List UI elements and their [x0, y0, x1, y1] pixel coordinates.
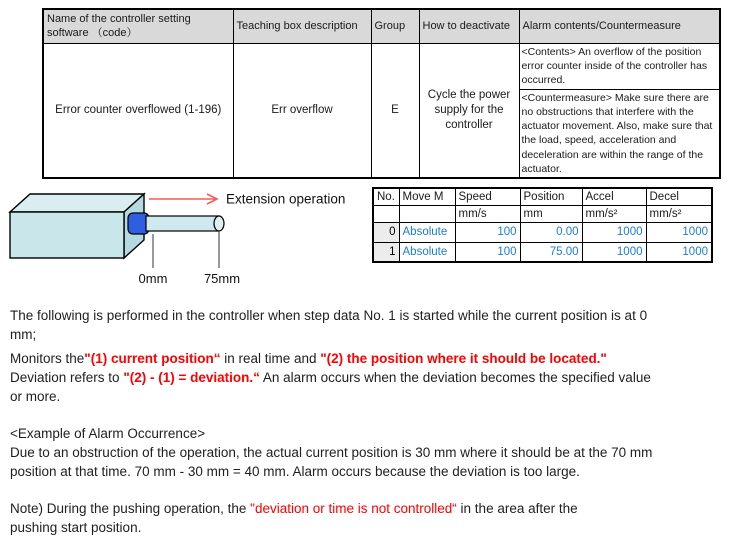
- actuator-rod-end: [214, 216, 224, 231]
- alarm-table-row: [43, 43, 720, 89]
- highlight-target-position: "(2) the position where it should be located.": [320, 351, 607, 366]
- cell-alarm-contents: <Contents> An overflow of the position error counter inside of the controller has occurred.: [519, 43, 720, 89]
- label-75mm: 75mm: [203, 271, 241, 286]
- unit-position: mm: [520, 205, 582, 222]
- highlight-not-controlled: "deviation or time is not controlled“: [250, 501, 457, 516]
- monitor-pre: Monitors the: [10, 351, 85, 366]
- step1-move: Absolute: [399, 242, 455, 262]
- monitor-line-3: or more.: [10, 389, 61, 404]
- actuator-rod: [146, 216, 219, 231]
- example-heading: <Example of Alarm Occurrence>: [10, 426, 206, 441]
- step0-decel: 1000: [646, 222, 712, 242]
- step1-position: 75.00: [520, 242, 582, 262]
- cell-countermeasure: <Countermeasure> Make sure there are no obstructions that interfere with the actuator movement. Also, make sure that the load, speed, acceleration and deceleration are within the range of the actuator.: [519, 89, 720, 178]
- actuator-body-front: [10, 212, 124, 258]
- unit-decel: mm/s²: [646, 205, 712, 222]
- col-header-deactivate: How to deactivate: [419, 9, 519, 43]
- intro-line-1: The following is performed in the controller when step data No. 1 is started while the current position is at 0: [10, 308, 648, 323]
- unit-no: [373, 205, 399, 222]
- step-table-row-0: [373, 222, 712, 242]
- step0-speed: 100: [455, 222, 520, 242]
- example-line-2: Due to an obstruction of the operation, the actual current position is 30 mm where it should be at the 70 mm: [10, 445, 653, 460]
- note-pre: Note) During the pushing operation, the: [10, 501, 251, 516]
- step0-move: Absolute: [399, 222, 455, 242]
- step-col-no: No.: [373, 188, 399, 205]
- deviation-post: An alarm occurs when the deviation becomes the specified value: [259, 370, 651, 385]
- step-table-units-row: [373, 205, 712, 222]
- actuator-body-top: [10, 194, 144, 212]
- step-col-decel: Decel: [646, 188, 712, 205]
- step-table-row-1: [373, 242, 712, 262]
- extension-operation-label: Extension operation: [226, 191, 346, 207]
- step0-no: 0: [373, 222, 399, 242]
- paragraph-note: [10, 499, 726, 537]
- cell-alarm-name: Error counter overflowed (1-196): [43, 43, 233, 178]
- unit-speed: mm/s: [455, 205, 520, 222]
- col-header-software-name: Name of the controller setting software （code）: [43, 9, 233, 43]
- intro-line-2: mm;: [10, 327, 37, 342]
- extension-arrow-icon: [149, 194, 217, 204]
- highlight-current-position: "(1) current position“: [84, 351, 221, 366]
- step1-decel: 1000: [646, 242, 712, 262]
- monitor-line-1: [10, 349, 726, 368]
- step1-accel: 1000: [582, 242, 646, 262]
- step0-position: 0.00: [520, 222, 582, 242]
- deviation-pre: Deviation refers to: [10, 370, 124, 385]
- unit-accel: mm/s²: [582, 205, 646, 222]
- paragraph-intro: [10, 306, 726, 344]
- cell-deactivate: Cycle the power supply for the controller: [419, 43, 519, 178]
- step-col-move: Move M: [399, 188, 455, 205]
- note-line-1: [10, 499, 726, 518]
- cell-group: E: [371, 43, 419, 178]
- paragraph-example: [10, 424, 726, 481]
- highlight-deviation-formula: "(2) - (1) = deviation.“: [123, 370, 260, 385]
- actuator-diagram: [2, 188, 370, 292]
- step-table-header-row: [373, 188, 712, 205]
- example-line-3: position at that time. 70 mm - 30 mm = 40 mm. Alarm occurs because the deviation is too large.: [10, 464, 580, 479]
- paragraph-monitor: [10, 349, 726, 406]
- step-col-position: Position: [520, 188, 582, 205]
- label-0mm: 0mm: [138, 271, 168, 286]
- monitor-line-2: [10, 368, 726, 387]
- step0-accel: 1000: [582, 222, 646, 242]
- cell-teaching-box: Err overflow: [233, 43, 371, 178]
- unit-move: [399, 205, 455, 222]
- monitor-mid: in real time and: [220, 351, 321, 366]
- note-post: in the area after the: [456, 501, 578, 516]
- step1-speed: 100: [455, 242, 520, 262]
- col-header-group: Group: [371, 9, 419, 43]
- col-header-teaching-box: Teaching box description: [233, 9, 371, 43]
- alarm-table-header-row: [43, 9, 720, 43]
- col-header-alarm-contents: Alarm contents/Countermeasure: [519, 9, 720, 43]
- alarm-table: [42, 8, 721, 179]
- note-line-2: pushing start position.: [10, 520, 142, 535]
- step-col-speed: Speed: [455, 188, 520, 205]
- step-col-accel: Accel: [582, 188, 646, 205]
- step1-no: 1: [373, 242, 399, 262]
- step-data-table: [372, 187, 713, 263]
